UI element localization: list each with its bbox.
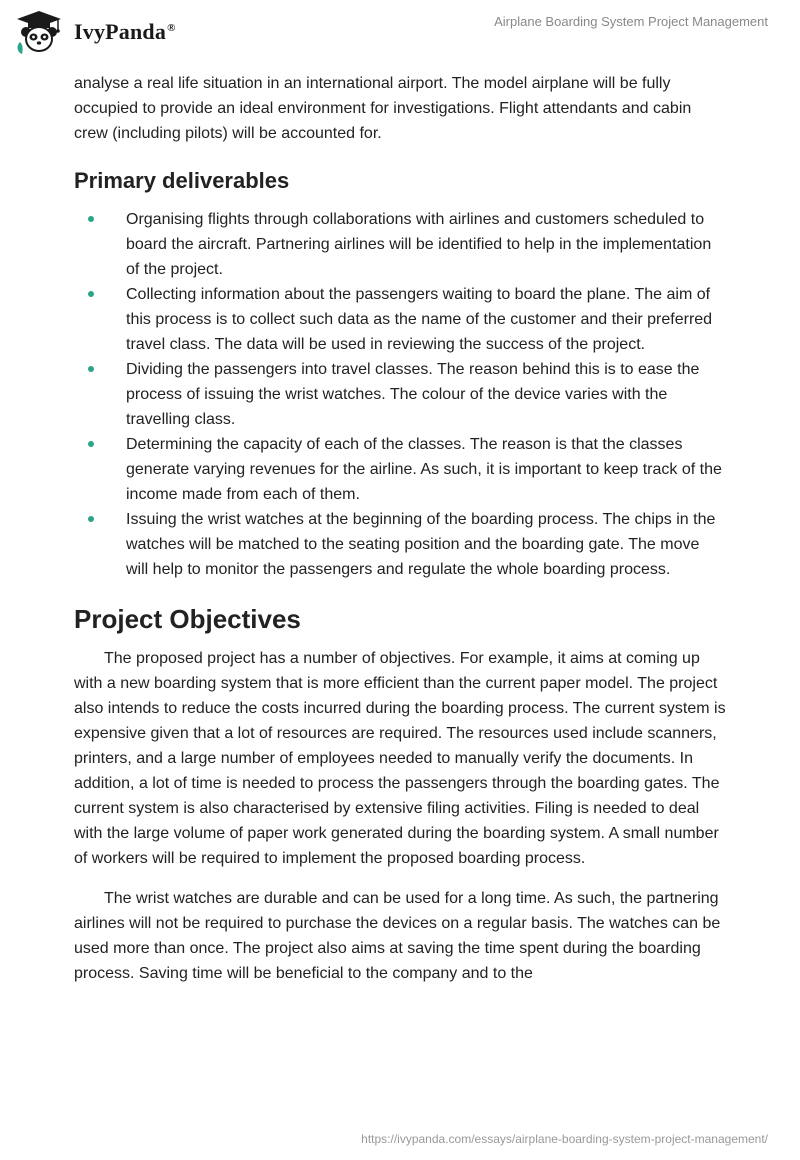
registered-mark: ® bbox=[167, 21, 176, 34]
list-item bbox=[74, 357, 726, 432]
objectives-paragraph: The wrist watches are durable and can be used for a long time. As such, the partnering airlines will not be required to purchase the devices on a regular basis. The watches can be used more than once. The project also aims at saving the time spent during the boarding process. Saving time will be beneficial to the company and to the bbox=[74, 890, 721, 982]
document-body bbox=[74, 71, 726, 986]
list-item bbox=[74, 282, 726, 357]
source-url[interactable]: https://ivypanda.com/essays/airplane-boarding-system-project-management/ bbox=[361, 1132, 768, 1146]
document-title: Airplane Boarding System Project Management bbox=[494, 14, 768, 29]
panda-graduate-icon bbox=[14, 8, 64, 56]
intro-paragraph: analyse a real life situation in an international airport. The model airplane will be fully occupied to provide an ideal environment for investigations. Flight attendants and cabin crew (including pilots) will be accounted for. bbox=[74, 75, 692, 142]
primary-deliverables-heading: Primary deliverables bbox=[74, 168, 290, 193]
list-item-text: Collecting information about the passengers waiting to board the plane. The aim of this process is to collect such data as the name of the customer and their preferred travel class. The data will be used in reviewing the success of the project. bbox=[126, 286, 713, 353]
bullet-dot-icon bbox=[88, 516, 94, 522]
bullet-dot-icon bbox=[88, 441, 94, 447]
list-item-text: Dividing the passengers into travel classes. The reason behind this is to ease the process of issuing the wrist watches. The colour of the device varies with the travelling class. bbox=[126, 361, 700, 428]
ivypanda-logo[interactable] bbox=[14, 8, 176, 56]
list-item bbox=[74, 507, 726, 582]
bullet-dot-icon bbox=[88, 291, 94, 297]
paragraph-spacer bbox=[74, 871, 726, 886]
list-item-text: Determining the capacity of each of the classes. The reason is that the classes generate varying revenues for the airline. As such, it is important to keep track of the income made from each of them. bbox=[126, 436, 722, 503]
bullet-dot-icon bbox=[88, 366, 94, 372]
page-header bbox=[0, 0, 800, 64]
project-objectives-heading: Project Objectives bbox=[74, 604, 301, 634]
list-item-text: Organising flights through collaborations with airlines and customers scheduled to board the aircraft. Partnering airlines will be identified to help in the implementation of the project. bbox=[126, 211, 712, 278]
objectives-paragraph: The proposed project has a number of objectives. For example, it aims at coming up with a new boarding system that is more efficient than the current paper model. The project also intends to reduce the costs incurred during the boarding process. The current system is expensive given that a lot of resources are required. The resources used include scanners, printers, and a large number of employees needed to manually verify the documents. In addition, a lot of time is needed to process the passengers through the boarding gates. The current system is also characterised by extensive filing activities. Filing is needed to deal with the large volume of paper work generated during the boarding system. A small number of workers will be required to implement the proposed boarding process. bbox=[74, 650, 726, 867]
list-item bbox=[74, 432, 726, 507]
list-item-text: Issuing the wrist watches at the beginning of the boarding process. The chips in the watches will be matched to the seating position and the boarding gate. The move will help to monitor the passengers and regulate the whole boarding process. bbox=[126, 511, 716, 578]
deliverables-list bbox=[74, 207, 726, 582]
bullet-dot-icon bbox=[88, 216, 94, 222]
list-item bbox=[74, 207, 726, 282]
logo-text: IvyPanda® bbox=[74, 19, 176, 44]
